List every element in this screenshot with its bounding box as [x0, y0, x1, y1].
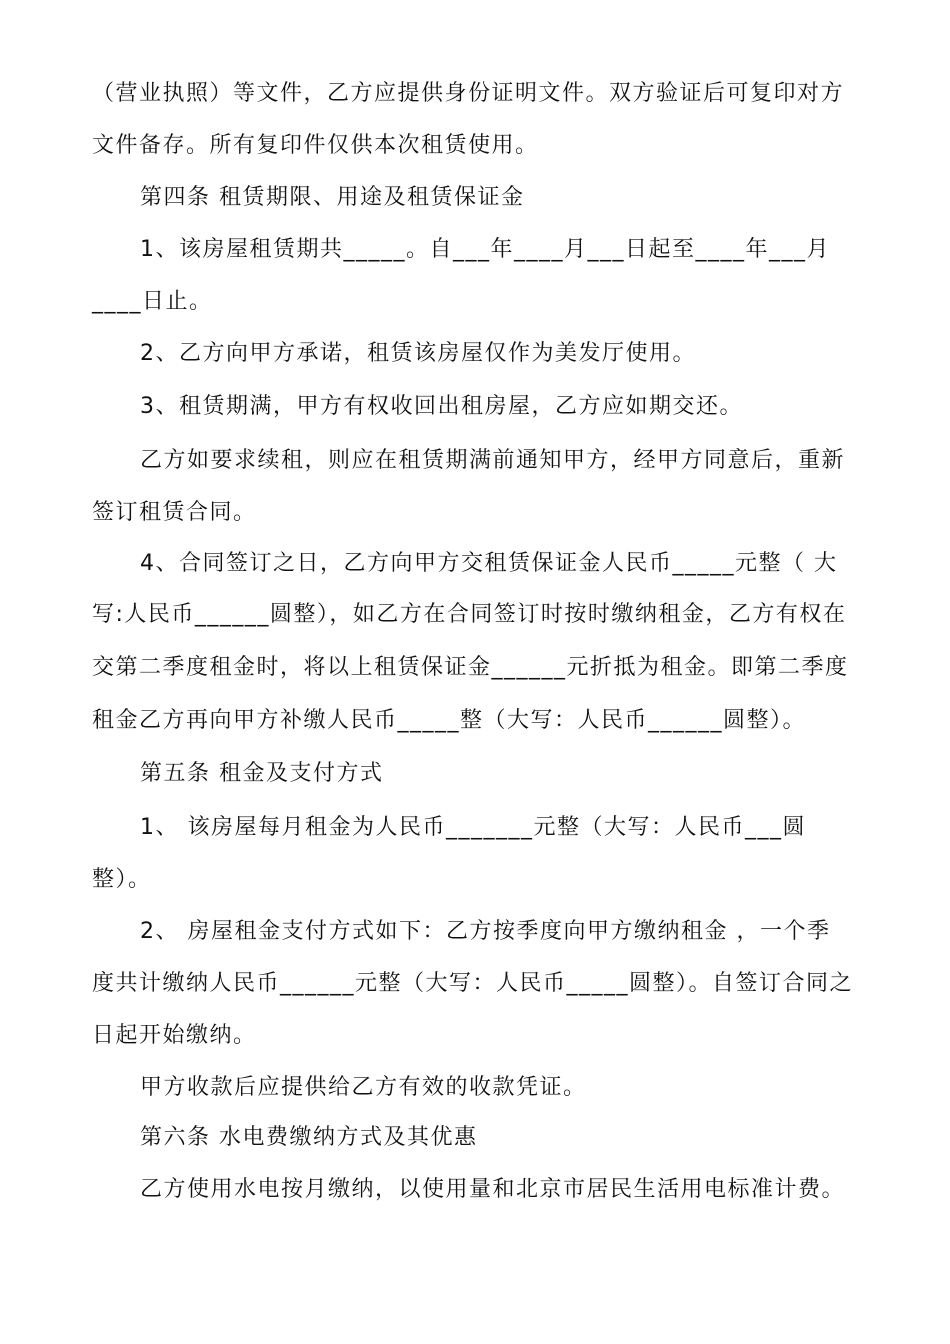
paragraph-line: 签订租赁合同。	[92, 500, 257, 525]
clause-line: 1、该房屋租赁期共_____。自___年____月___日起至____年___月	[140, 237, 830, 262]
clause-line: 3、租赁期满，甲方有权收回出租房屋，乙方应如期交还。	[140, 394, 743, 419]
section-heading: 第五条 租金及支付方式	[140, 761, 384, 786]
clause-line: 1、 该房屋每月租金为人民币_______元整（大写：人民币___圆	[140, 815, 806, 840]
paragraph-line: 整）。	[92, 867, 152, 892]
paragraph-line: 写:人民币______圆整），如乙方在合同签订时按时缴纳租金，乙方有权在	[92, 602, 847, 627]
section-heading: 第四条 租赁期限、用途及租赁保证金	[140, 185, 525, 210]
clause-line: 2、 房屋租金支付方式如下：乙方按季度向甲方缴纳租金 ，一个季	[140, 919, 831, 944]
paragraph-line: 文件备存。所有复印件仅供本次租赁使用。	[92, 133, 539, 158]
paragraph-line: ____日止。	[92, 289, 213, 314]
paragraph-line: 交第二季度租金时，将以上租赁保证金______元折抵为租金。即第二季度	[92, 655, 849, 680]
paragraph-line: 租金乙方再向甲方补缴人民币_____整（大写：人民币______圆整）。	[92, 708, 807, 733]
paragraph-line: 乙方使用水电按月缴纳，以使用量和北京市居民生活用电标准计费。	[140, 1177, 846, 1202]
paragraph-line: 日起开始缴纳。	[92, 1023, 257, 1048]
paragraph-line: 甲方收款后应提供给乙方有效的收款凭证。	[140, 1075, 587, 1100]
paragraph-line: （营业执照）等文件，乙方应提供身份证明文件。双方验证后可复印对方	[92, 81, 845, 106]
clause-line: 2、乙方向甲方承诺，租赁该房屋仅作为美发厅使用。	[140, 341, 696, 366]
paragraph-line: 乙方如要求续租，则应在租赁期满前通知甲方，经甲方同意后，重新	[140, 448, 846, 473]
section-heading: 第六条 水电费缴纳方式及其优惠	[140, 1125, 478, 1150]
clause-line: 4、合同签订之日，乙方向甲方交租赁保证金人民币_____元整（ 大	[140, 551, 838, 576]
paragraph-line: 度共计缴纳人民币______元整（大写：人民币_____圆整）。自签订合同之	[92, 971, 854, 996]
